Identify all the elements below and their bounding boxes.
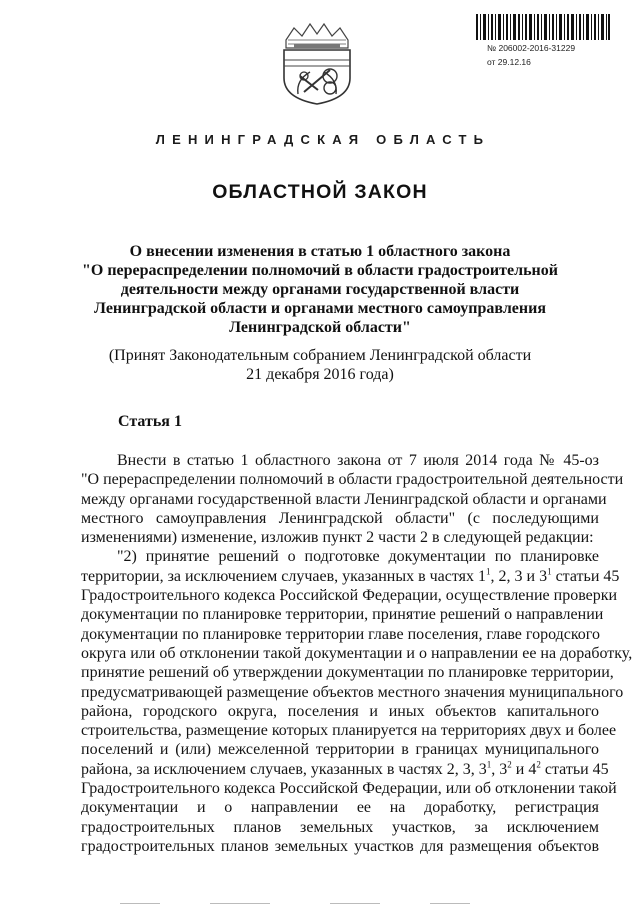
body-line: градостроительных планов земельных участков для размещения объектов — [81, 837, 599, 855]
body-line: изменениями) изменение, изложив пункт 2 части 2 в следующей редакции: — [81, 529, 594, 547]
body-line: округа или об отклонении такой документации и о направлении ее на доработку, — [81, 644, 633, 662]
region-heading: ЛЕНИНГРАДСКАЯ ОБЛАСТЬ — [155, 132, 491, 147]
law-title — [60, 242, 580, 337]
body-line: между органами государственной власти Ленинградской области и органами — [81, 490, 607, 508]
barcode — [476, 14, 610, 40]
body-line: документации по планировке территории, принятие решений о направлении — [81, 606, 604, 624]
document-type-heading: ОБЛАСТНОЙ ЗАКОН — [212, 181, 428, 203]
adoption-note-line: 21 декабря 2016 года) — [246, 366, 394, 383]
registration-number: № 206002-2016-31229 — [487, 43, 576, 53]
body-line: принятие решений об утверждении документации по планировке территории, — [81, 664, 614, 682]
law-title-line: "О перераспределении полномочий в области градостроительной — [82, 262, 558, 279]
article-heading: Статья 1 — [118, 413, 182, 430]
law-title-line: Ленинградской области" — [229, 319, 411, 336]
coat-of-arms-emblem — [276, 20, 358, 106]
body-line: Градостроительного кодекса Российской Федерации, осуществление проверки — [81, 587, 618, 605]
law-title-line: О внесении изменения в статью 1 областного закона — [129, 243, 511, 260]
body-line: документации по планировке территории главе поселения, главе городского — [81, 625, 600, 643]
body-line: района, за исключением случаев, указанных в частях 2, 3, $3^1$, $3^2$ и $4^2$ статьи 45 — [81, 759, 609, 778]
law-title-line: деятельности между органами государственной власти — [120, 281, 520, 298]
body-line: района, городского округа, поселения и иных объектов капитального — [81, 702, 599, 720]
scan-edge-marks — [0, 901, 640, 905]
body-line: "2) принятие решений о подготовке документации по планировке — [117, 548, 599, 566]
law-title-line: Ленинградской области и органами местного самоуправления — [94, 300, 546, 317]
body-line: поселений и (или) межселенной территории в границах муниципального — [81, 741, 599, 759]
body-line: "О перераспределении полномочий в области градостроительной деятельности — [81, 471, 624, 489]
article-body — [81, 451, 633, 856]
body-line: Внести в статью 1 областного закона от 7 июля 2014 года № 45-оз — [117, 452, 599, 469]
body-line: документации и о направлении ее на доработку, регистрация — [81, 799, 599, 817]
adoption-note-line: (Принят Законодательным собранием Ленинградской области — [108, 347, 532, 364]
body-line: градостроительных планов земельных участков, за исключением — [81, 818, 599, 836]
body-line: Градостроительного кодекса Российской Федерации, или об отклонении такой — [81, 780, 617, 798]
body-line: местного самоуправления Ленинградской области" (с последующими — [81, 509, 599, 527]
registration-date: от 29.12.16 — [487, 57, 531, 67]
body-line: строительства, размещение которых планируется на территориях двух и более — [81, 722, 617, 740]
adoption-note — [60, 346, 580, 384]
body-line: территории, за исключением случаев, указанных в частях $1^1$, 2, 3 и $3^1$ статьи 45 — [81, 566, 620, 585]
body-line: предусматривающей размещение объектов местного значения муниципального — [81, 683, 624, 701]
